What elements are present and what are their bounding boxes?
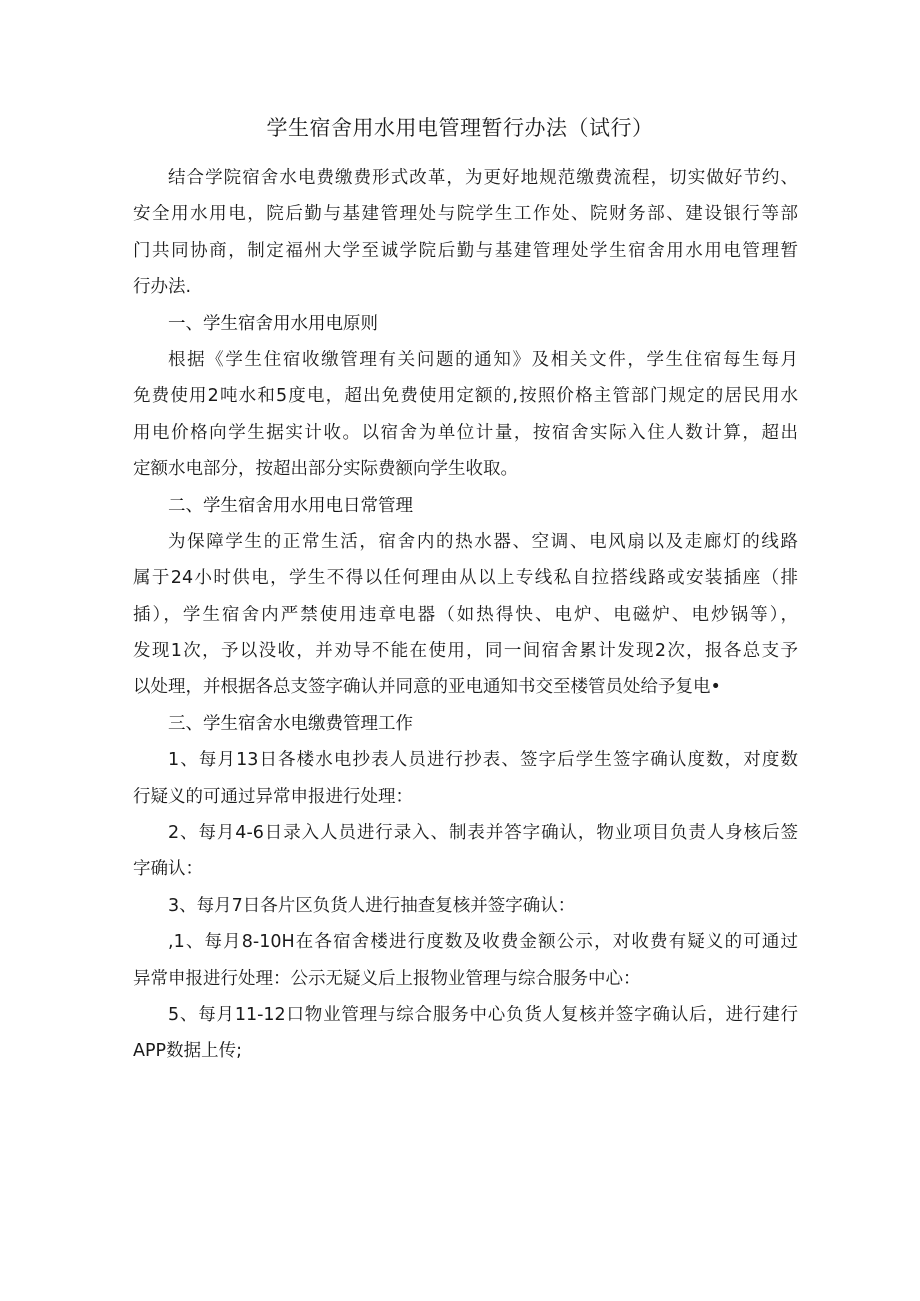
paragraph-line: 3、每月7日各片区负货人进行抽查复核并签字确认： xyxy=(168,895,576,916)
list-item xyxy=(133,815,798,888)
paragraph-line: 免费使用2吨水和5度电，超出免费使用定额的,按照价格主管部门规定的居民用水 xyxy=(133,386,798,407)
paragraph-line: 以处理，并根据各总支签字确认并同意的亚电通知书交至楼管员处给予复电• xyxy=(133,677,721,698)
paragraph-line: 插），学生宿舍内严禁使用违章电器（如热得快、电炉、电磁炉、电炒锅等）， xyxy=(133,604,798,625)
paragraph-line: 安全用水用电，院后勤与基建管理处与院学生工作处、院财务部、建设银行等部 xyxy=(133,204,798,225)
section-paragraph-principles xyxy=(133,342,798,488)
paragraph-line: APP数据上传; xyxy=(133,1041,242,1062)
paragraph-line: 门共同协商，制定福州大学至诚学院后勤与基建管理处学生宿舍用水用电管理暂 xyxy=(133,240,798,261)
paragraph-line: 结合学院宿舍水电费缴费形式改革，为更好地规范缴费流程，切实做好节约、 xyxy=(168,168,798,188)
paragraph-line: 用电价格向学生据实计收。以宿舍为单位计量，按宿舍实际入住人数计算，超出 xyxy=(133,422,798,443)
intro-paragraph xyxy=(133,160,798,306)
paragraph-line: 字确认： xyxy=(133,859,203,880)
list-item xyxy=(133,888,798,924)
paragraph-line: 5、每月11-12口物业管理与综合服务中心负货人复核并签字确认后，进行建行 xyxy=(168,1004,798,1025)
document-body xyxy=(133,160,798,1070)
paragraph-line: 发现1次，予以没收，并劝导不能在使用，同一间宿舍累计发现2次，报各总支予 xyxy=(133,641,798,662)
list-item xyxy=(133,924,798,997)
paragraph-line: 行办法. xyxy=(133,277,192,298)
paragraph-line: 2、每月4-6日录入人员进行录入、制表并答字确认，物业项目负责人身核后签 xyxy=(168,823,798,844)
paragraph-line: 行疑义的可通过异常申报进行处理： xyxy=(133,786,413,807)
paragraph-line: 1、每月13日各楼水电抄表人员进行抄表、签字后学生签字确认度数，对度数 xyxy=(168,750,798,771)
paragraph-line: 为保障学生的正常生活，宿舍内的热水器、空调、电风扇以及走廊灯的线路 xyxy=(168,531,798,552)
section-paragraph-daily-management xyxy=(133,524,798,706)
section-heading-principles: 一、学生宿舍用水用电原则 xyxy=(168,313,378,334)
section-heading-payment-management: 三、学生宿舍水电缴费管理工作 xyxy=(168,713,413,734)
document-title: 学生宿舍用水用电管理暂行办法（试行） xyxy=(266,116,654,140)
paragraph-line: 异常申报进行处理：公示无疑义后上报物业管理与综合服务中心： xyxy=(133,968,641,989)
list-item xyxy=(133,997,798,1070)
paragraph-line: 根据《学生住宿收缴管理有关问题的通知》及相关文件，学生住宿每生每月 xyxy=(168,349,798,370)
paragraph-line: ,1、每月8-10H在各宿舍楼进行度数及收费金额公示，对收费有疑义的可通过 xyxy=(168,932,798,953)
paragraph-line: 属于24小时供电，学生不得以任何理由从以上专线私自拉搭线路或安装插座（排 xyxy=(133,568,798,589)
section-heading-daily-management: 二、学生宿舍用水用电日常管理 xyxy=(168,495,413,516)
paragraph-line: 定额水电部分，按超出部分实际费额向学生收取。 xyxy=(133,459,518,480)
list-item xyxy=(133,742,798,815)
